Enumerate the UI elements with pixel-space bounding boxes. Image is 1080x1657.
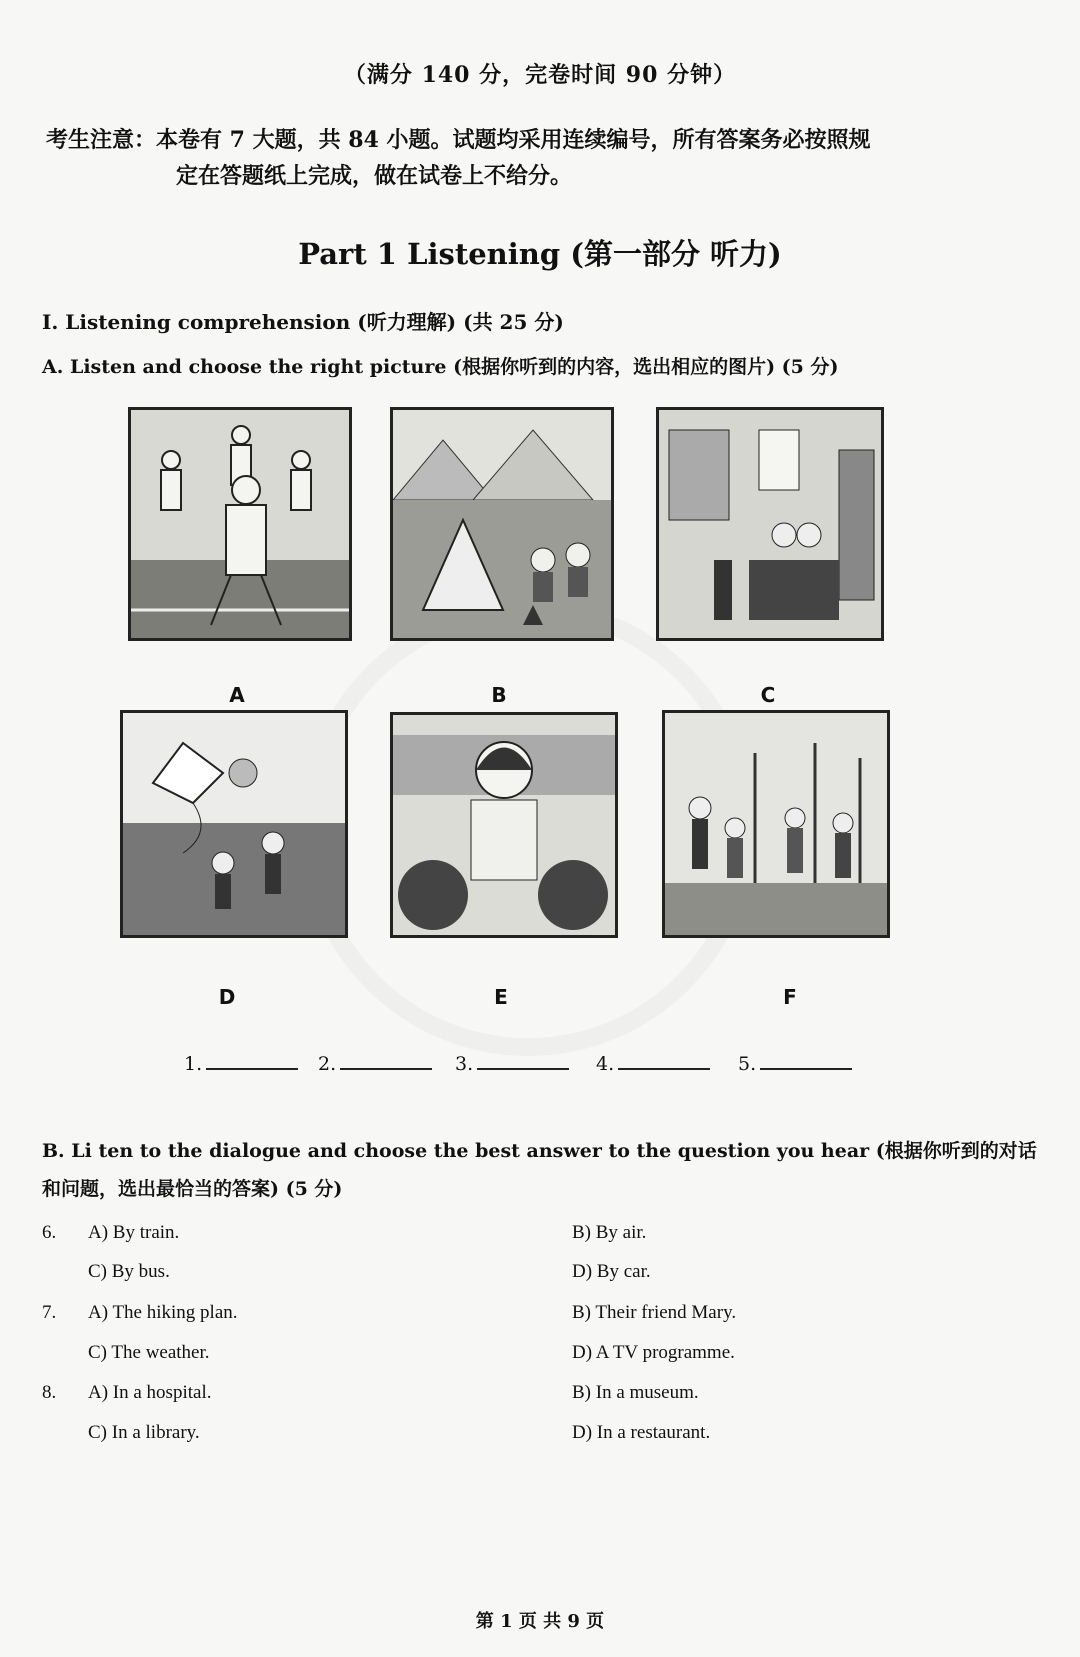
picture-label-d: D: [218, 985, 236, 1009]
question-7-number: 7.: [42, 1302, 57, 1323]
question-8-option-c[interactable]: C) In a library.: [88, 1422, 200, 1443]
blank-5-number: 5.: [738, 1053, 757, 1075]
picture-f-tree-planting: [662, 710, 890, 938]
blank-3[interactable]: [455, 1050, 569, 1075]
blank-4-number: 4.: [596, 1053, 615, 1075]
blank-line: [760, 1050, 852, 1070]
kite-illustration: [123, 713, 345, 935]
taichi-illustration: [131, 410, 349, 638]
picture-label-f: F: [783, 985, 797, 1009]
section-b-title-line-1: B. Li ten to the dialogue and choose the best answer to the question you hear (根据你听到的对话: [42, 1140, 1037, 1162]
question-7-option-c[interactable]: C) The weather.: [88, 1342, 210, 1363]
question-6-number: 6.: [42, 1222, 57, 1243]
picture-e-teacher: [390, 712, 618, 938]
picture-d-kite: [120, 710, 348, 938]
picture-c-living-room: [656, 407, 884, 641]
question-8-option-b[interactable]: B) In a museum.: [572, 1382, 699, 1403]
picture-b-camping: [390, 407, 614, 641]
section-b-title: [42, 1132, 1052, 1208]
blank-line: [206, 1050, 298, 1070]
question-7-option-b[interactable]: B) Their friend Mary.: [572, 1302, 737, 1323]
exam-notice: [46, 122, 1046, 194]
question-6-option-c[interactable]: C) By bus.: [88, 1261, 170, 1282]
picture-label-b: B: [491, 683, 507, 707]
part-title: Part 1 Listening (第一部分 听力): [298, 237, 782, 271]
teacher-illustration: [393, 715, 615, 935]
blank-2[interactable]: [318, 1050, 432, 1075]
question-7-option-a[interactable]: A) The hiking plan.: [88, 1302, 238, 1323]
blank-5[interactable]: [738, 1050, 852, 1075]
blank-1[interactable]: [184, 1050, 298, 1075]
notice-line-2: 定在答题纸上完成，做在试卷上不给分。: [176, 163, 573, 189]
section-a-title: A. Listen and choose the right picture (根据你听到的内容，选出相应的图片) (5 分): [42, 356, 839, 378]
blank-1-number: 1.: [184, 1053, 203, 1075]
picture-a-taichi: [128, 407, 352, 641]
blank-line: [477, 1050, 569, 1070]
camping-illustration: [393, 410, 611, 638]
question-7-option-d[interactable]: D) A TV programme.: [572, 1342, 735, 1363]
question-6-option-b[interactable]: B) By air.: [572, 1222, 647, 1243]
picture-label-e: E: [494, 985, 508, 1009]
picture-label-c: C: [760, 683, 776, 707]
blank-4[interactable]: [596, 1050, 710, 1075]
tree-planting-illustration: [665, 713, 887, 935]
question-8-option-a[interactable]: A) In a hospital.: [88, 1382, 212, 1403]
section-1-title: I. Listening comprehension (听力理解) (共 25 分): [42, 310, 564, 334]
picture-label-a: A: [229, 683, 245, 707]
question-6-option-d[interactable]: D) By car.: [572, 1261, 651, 1282]
question-8-option-d[interactable]: D) In a restaurant.: [572, 1422, 711, 1443]
question-6-option-a[interactable]: A) By train.: [88, 1222, 180, 1243]
question-8-number: 8.: [42, 1382, 57, 1403]
blank-line: [618, 1050, 710, 1070]
blank-3-number: 3.: [455, 1053, 474, 1075]
blank-2-number: 2.: [318, 1053, 337, 1075]
notice-line-1: 考生注意：本卷有 7 大题，共 84 小题。试题均采用连续编号，所有答案务必按照规: [46, 127, 871, 153]
section-b-title-line-2: 和问题，选出最恰当的答案) (5 分): [42, 1178, 343, 1200]
score-time-line: （满分 140 分，完卷时间 90 分钟）: [343, 62, 737, 88]
living-room-illustration: [659, 410, 881, 638]
page-number-footer: 第 1 页 共 9 页: [475, 1611, 605, 1632]
blank-line: [340, 1050, 432, 1070]
